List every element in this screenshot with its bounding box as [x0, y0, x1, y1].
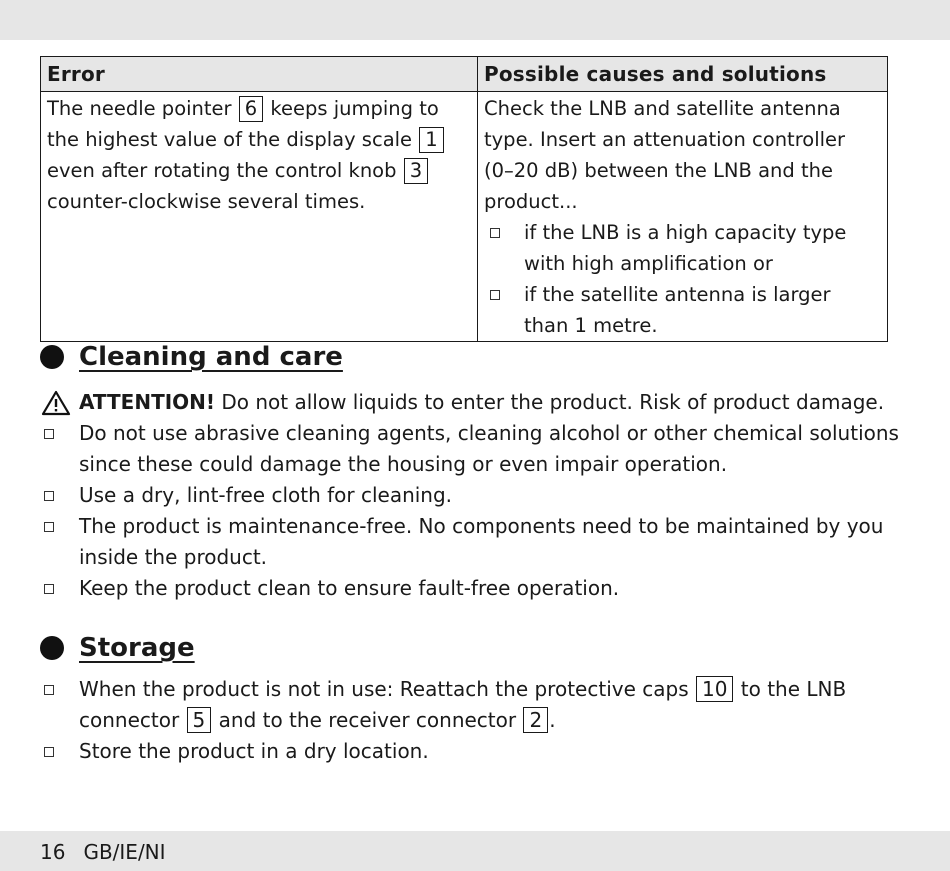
region-label: GB/IE/NI — [83, 840, 166, 864]
list-item-text: Keep the product clean to ensure fault-free operation. — [79, 576, 620, 600]
list-item — [484, 217, 881, 279]
error-cell — [41, 92, 478, 342]
solution-cell — [478, 92, 888, 342]
list-item-text: to the LNB connector — [79, 677, 847, 732]
top-band — [0, 0, 950, 40]
checkbox-bullet-icon — [44, 584, 54, 594]
header-error: Error — [41, 57, 478, 92]
checkbox-bullet-icon — [490, 290, 500, 300]
list-item-text: if the LNB is a high capacity type with high amplification or — [524, 221, 847, 275]
list-item-text: Do not use abrasive cleaning agents, cleaning alcohol or other chemical solutions since these could damage the housing or even impair operation. — [79, 421, 899, 476]
checkbox-bullet-icon — [44, 685, 54, 695]
part-number-badge: 3 — [404, 158, 428, 184]
bullet-dot-icon — [40, 636, 64, 660]
list-item — [40, 418, 920, 480]
warning-triangle-icon — [41, 390, 71, 416]
error-text: keeps jumping to the highest value of the display scale — [47, 97, 439, 151]
list-item-text: . — [549, 708, 556, 732]
section-heading — [40, 630, 920, 666]
attention-text: Do not allow liquids to enter the product. Risk of product damage. — [221, 390, 885, 414]
section-title: Cleaning and care — [79, 342, 343, 372]
list-item — [40, 573, 920, 604]
table-row — [41, 92, 888, 342]
page-footer — [40, 840, 166, 864]
error-text: even after rotating the control knob — [47, 159, 397, 182]
list-item — [40, 511, 920, 573]
checkbox-bullet-icon — [44, 429, 54, 439]
list-item-text: if the satellite antenna is larger than 1 metre. — [524, 283, 831, 337]
part-number-badge: 1 — [419, 127, 443, 153]
header-causes-solutions: Possible causes and solutions — [478, 57, 888, 92]
checkbox-bullet-icon — [44, 522, 54, 532]
part-number-badge: 5 — [187, 707, 212, 733]
list-item — [40, 480, 920, 511]
checkbox-bullet-icon — [44, 747, 54, 757]
page-number: 16 — [40, 840, 66, 864]
list-item-text: and to the receiver connector — [218, 708, 517, 732]
error-text: counter-clockwise several times. — [47, 190, 366, 213]
section-heading — [40, 339, 920, 375]
table-header-row — [41, 57, 888, 92]
attention-note — [40, 387, 920, 418]
part-number-badge: 10 — [696, 676, 733, 702]
attention-label: ATTENTION! — [79, 390, 216, 414]
checkbox-bullet-icon — [490, 228, 500, 238]
list-item-text: When the product is not in use: Reattach the protective caps — [79, 677, 689, 701]
list-item-text: The product is maintenance-free. No components need to be maintained by you inside the product. — [79, 514, 884, 569]
checkbox-bullet-icon — [44, 491, 54, 501]
list-item-text: Use a dry, lint-free cloth for cleaning. — [79, 483, 453, 507]
list-item — [40, 736, 920, 767]
part-number-badge: 6 — [239, 96, 263, 122]
cleaning-section — [40, 339, 920, 604]
error-text: The needle pointer — [47, 97, 232, 120]
section-title: Storage — [79, 633, 195, 663]
troubleshooting-table — [40, 56, 888, 342]
bullet-dot-icon — [40, 345, 64, 369]
solution-intro: Check the LNB and satellite antenna type. Insert an attenuation controller (0–20 dB) between the LNB and the product... — [484, 97, 846, 213]
list-item-text: Store the product in a dry location. — [79, 739, 429, 763]
list-item — [484, 279, 881, 341]
list-item — [40, 674, 920, 736]
storage-section — [40, 630, 920, 767]
part-number-badge: 2 — [523, 707, 548, 733]
